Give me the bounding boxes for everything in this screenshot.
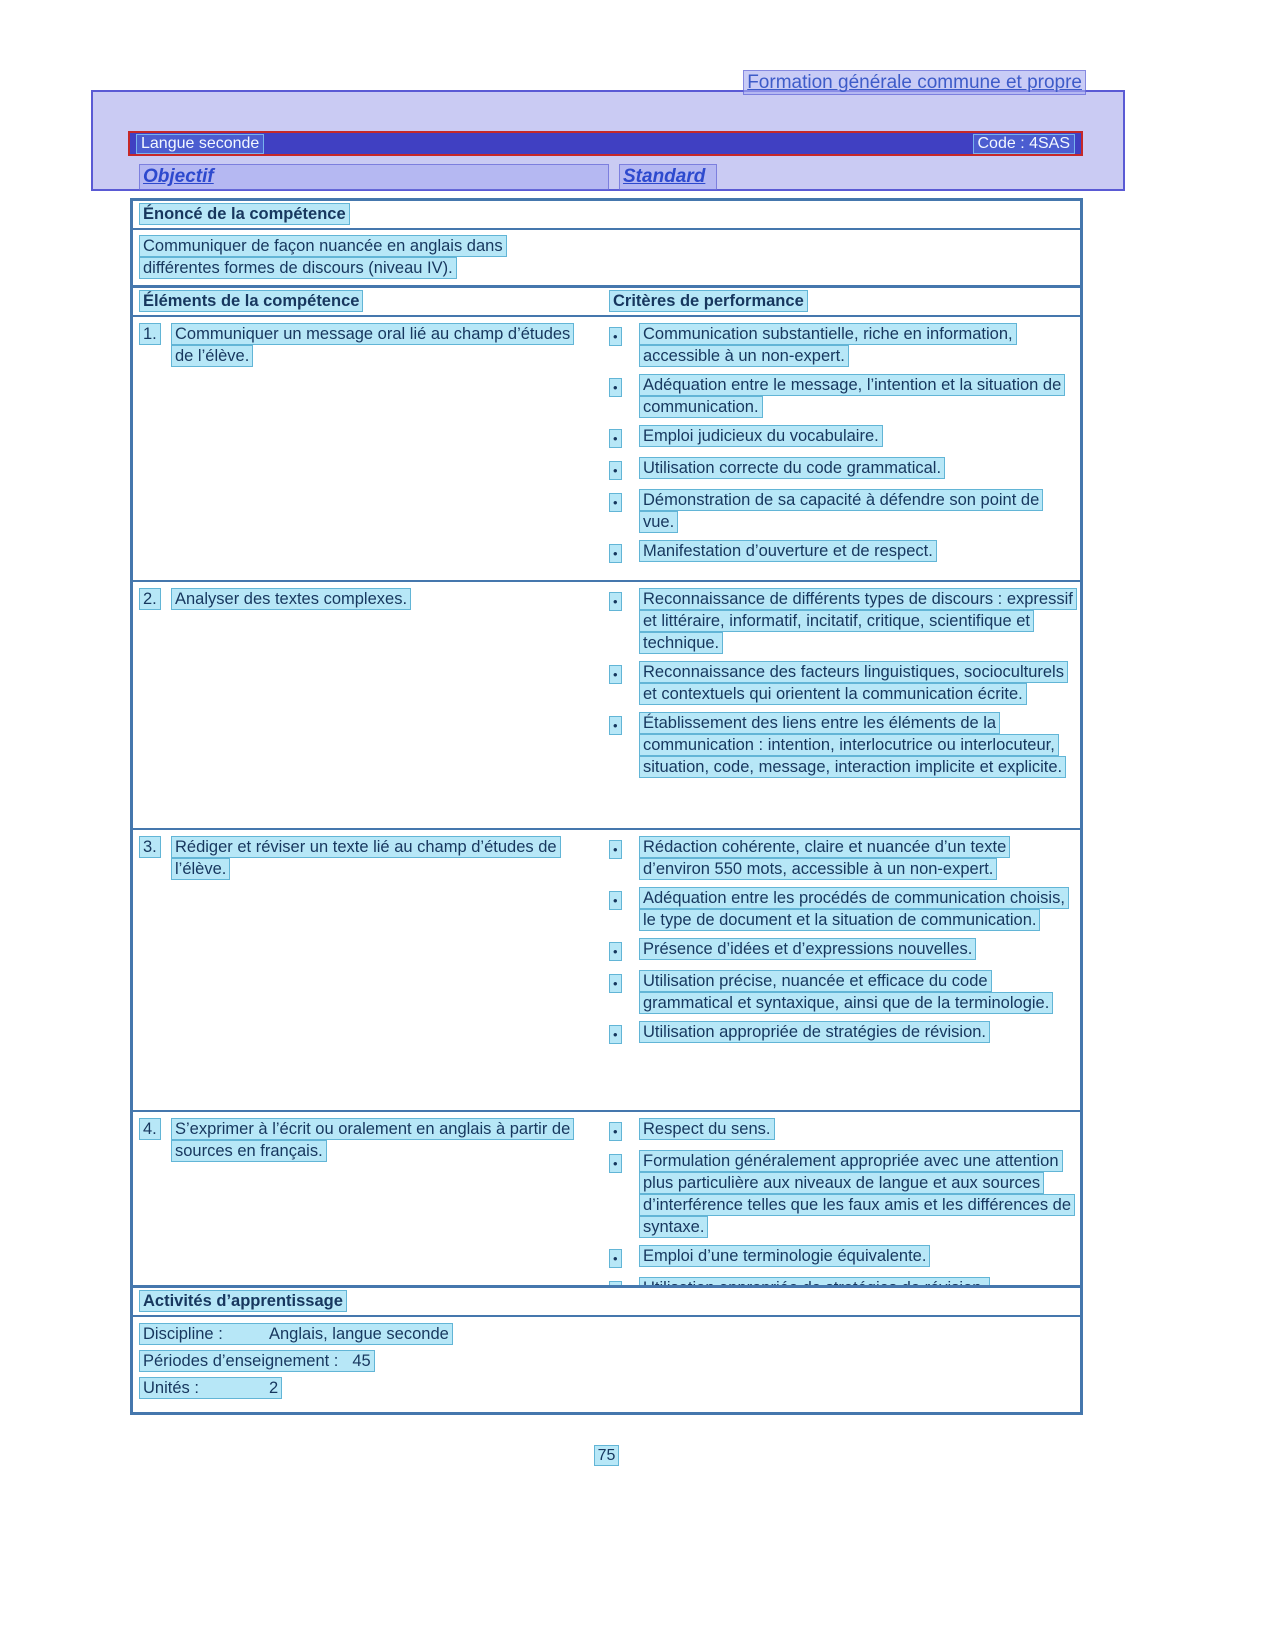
criterion-text: Reconnaissance de différents types de discours : expressif et littéraire, informatif, incitatif, critique, scientifique et technique. [640, 589, 1076, 653]
criterion-text: Reconnaissance des facteurs linguistiques, socioculturels et contextuels qui orientent la communication écrite. [640, 662, 1067, 704]
bullet-cell [610, 1118, 640, 1143]
criterion [610, 457, 1073, 482]
criterion-text-block [640, 1150, 1073, 1238]
bullet-cell [610, 938, 640, 963]
element-number: 4. [140, 1119, 160, 1139]
criterion [610, 712, 1073, 778]
criteres-header-cell [610, 290, 1073, 312]
objectif-heading [140, 165, 608, 189]
element-text: Communiquer un message oral lié au champ d’études de l’élève. [172, 324, 573, 366]
bullet-cell [610, 661, 640, 705]
criteria-cell [610, 588, 1073, 820]
criterion-text: Présence d’idées et d’expressions nouvelles. [640, 939, 975, 959]
element-number-cell [140, 836, 172, 880]
elements-header-cell [140, 290, 610, 312]
enonce-body [133, 230, 1080, 293]
criterion [610, 489, 1073, 533]
bullet-cell [610, 1021, 640, 1046]
criterion [610, 1150, 1073, 1238]
bullet-cell [610, 489, 640, 533]
element-cell [140, 836, 610, 1102]
element-text: Rédiger et réviser un texte lié au champ d’études de l’élève. [172, 837, 560, 879]
bullet-icon: • [610, 1250, 621, 1267]
bullet-icon: • [610, 494, 621, 511]
criteria-cell [610, 323, 1073, 572]
criterion-text-block [640, 938, 1073, 963]
running-header [744, 72, 1085, 94]
criterion [610, 836, 1073, 880]
bullet-cell [610, 836, 640, 880]
enonce-heading: Énoncé de la compétence [140, 204, 349, 224]
criteria-cell [610, 836, 1073, 1102]
bullet-cell [610, 970, 640, 1014]
element [140, 323, 596, 367]
bullet-cell [610, 374, 640, 418]
bullet-icon: • [610, 430, 621, 447]
activity-value: 45 [352, 1352, 371, 1370]
criterion-text-block [640, 540, 1073, 565]
element-number-cell [140, 323, 172, 367]
criterion-text: Utilisation correcte du code grammatical. [640, 458, 944, 478]
element [140, 1118, 596, 1162]
course-header-panel [91, 90, 1125, 191]
element-number: 3. [140, 837, 160, 857]
activity-value: Anglais, langue seconde [269, 1325, 449, 1343]
competence-row-2 [133, 582, 1080, 830]
element-text: Analyser des textes complexes. [172, 589, 410, 609]
standard-heading [620, 165, 716, 189]
criteres-header: Critères de performance [610, 291, 807, 311]
activites-table [130, 1285, 1083, 1415]
bullet-icon: • [610, 1155, 621, 1172]
bullet-icon: • [610, 666, 621, 683]
element-cell [140, 323, 610, 572]
activites-body [133, 1317, 1080, 1412]
activity-value: 2 [269, 1379, 279, 1397]
criterion-text: Démonstration de sa capacité à défendre son point de vue. [640, 490, 1042, 532]
element-text: S’exprimer à l’écrit ou oralement en anglais à partir de sources en français. [172, 1119, 573, 1161]
criterion-text: Adéquation entre les procédés de communication choisis, le type de document et la situation de communication. [640, 888, 1068, 930]
criterion-text-block [640, 1021, 1073, 1046]
bullet-cell [610, 712, 640, 778]
criterion-text: Emploi judicieux du vocabulaire. [640, 426, 882, 446]
criterion [610, 323, 1073, 367]
bullet-icon: • [610, 841, 621, 858]
activity-line-unites [140, 1377, 1073, 1399]
course-banner [128, 131, 1083, 156]
bullet-icon: • [610, 1026, 621, 1043]
competences-header-row [133, 288, 1080, 317]
criterion [610, 1021, 1073, 1046]
criterion-text-block [640, 457, 1073, 482]
bullet-cell [610, 1245, 640, 1270]
course-code: Code : 4SAS [974, 135, 1075, 153]
criterion [610, 887, 1073, 931]
criterion-text-block [640, 887, 1073, 931]
objectif-standard-row [140, 165, 1100, 189]
bullet-cell [610, 323, 640, 367]
standard-heading-text: Standard [623, 166, 706, 187]
activity-label: Discipline : [143, 1325, 223, 1343]
activites-heading: Activités d’apprentissage [140, 1291, 346, 1311]
criterion-text: Formulation généralement appropriée avec une attention plus particulière aux niveaux de langue et aux sources d’interférence telles que les faux amis et les différences de syntaxe. [640, 1151, 1074, 1237]
activity-line-text [140, 1324, 452, 1344]
criterion [610, 374, 1073, 418]
element-cell [140, 588, 610, 820]
criterion-text: Emploi d’une terminologie équivalente. [640, 1246, 929, 1266]
bullet-icon: • [610, 462, 621, 479]
course-title: Langue seconde [137, 135, 263, 153]
criteria-cell [610, 1118, 1073, 1309]
criterion-text-block [640, 588, 1073, 654]
criterion-text: Manifestation d’ouverture et de respect. [640, 541, 936, 561]
element-cell [140, 1118, 610, 1309]
bullet-cell [610, 887, 640, 931]
criterion-text: Utilisation appropriée de stratégies de révision. [640, 1022, 989, 1042]
element-number-cell [140, 1118, 172, 1162]
activity-line-text [140, 1351, 374, 1371]
criterion-text-block [640, 836, 1073, 880]
criterion-text-block [640, 712, 1073, 778]
criterion [610, 1245, 1073, 1270]
criterion [610, 938, 1073, 963]
criterion-text-block [640, 661, 1073, 705]
bullet-icon: • [610, 943, 621, 960]
enonce-text: Communiquer de façon nuancée en anglais dans différentes formes de discours (niveau IV). [140, 236, 506, 278]
criterion-text: Utilisation précise, nuancée et efficace du code grammatical et syntaxique, ainsi que de la terminologie. [640, 971, 1052, 1013]
element-number: 2. [140, 589, 160, 609]
bullet-icon: • [610, 545, 621, 562]
element-text-block [172, 836, 572, 880]
element-text-block [172, 323, 572, 367]
element [140, 836, 596, 880]
enonce-text-block [140, 235, 580, 279]
activity-line-text [140, 1378, 281, 1398]
criterion [610, 588, 1073, 654]
enonce-heading-row [133, 201, 1080, 230]
competences-table [130, 285, 1083, 1320]
activity-line-periodes [140, 1350, 1073, 1372]
bullet-icon: • [610, 328, 621, 345]
criterion-text-block [640, 323, 1073, 367]
activity-label: Unités : [143, 1379, 199, 1397]
bullet-cell [610, 425, 640, 450]
bullet-icon: • [610, 717, 621, 734]
criterion [610, 661, 1073, 705]
activites-heading-row [133, 1288, 1080, 1317]
element-number: 1. [140, 324, 160, 344]
bullet-icon: • [610, 975, 621, 992]
running-header-text: Formation générale commune et propre [744, 71, 1085, 94]
criterion-text-block [640, 374, 1073, 418]
element-number-cell [140, 588, 172, 610]
enonce-table [130, 198, 1083, 296]
criterion-text-block [640, 970, 1073, 1014]
bullet-icon: • [610, 892, 621, 909]
elements-header: Éléments de la compétence [140, 291, 362, 311]
competence-row-3 [133, 830, 1080, 1112]
bullet-cell [610, 588, 640, 654]
competence-row-1 [133, 317, 1080, 582]
bullet-icon: • [610, 593, 621, 610]
element-text-block [172, 1118, 572, 1162]
activity-label: Périodes d’enseignement : [143, 1352, 339, 1370]
page-number: 75 [595, 1446, 619, 1465]
criterion [610, 425, 1073, 450]
bullet-icon: • [610, 379, 621, 396]
bullet-cell [610, 457, 640, 482]
bullet-cell [610, 1150, 640, 1238]
criterion-text-block [640, 1118, 1073, 1143]
page-number-row [130, 1447, 1083, 1465]
criterion [610, 970, 1073, 1014]
criterion-text-block [640, 425, 1073, 450]
criterion-text: Rédaction cohérente, claire et nuancée d’un texte d’environ 550 mots, accessible à un non-expert. [640, 837, 1009, 879]
bullet-icon: • [610, 1123, 621, 1140]
objectif-heading-text: Objectif [143, 166, 214, 187]
criterion-text: Établissement des liens entre les éléments de la communication : intention, interlocutrice ou interlocuteur, situation, code, message, interaction implicite et explicite. [640, 713, 1065, 777]
element-text-block [172, 588, 572, 610]
bullet-cell [610, 540, 640, 565]
criterion-text: Communication substantielle, riche en information, accessible à un non-expert. [640, 324, 1016, 366]
criterion [610, 1118, 1073, 1143]
criterion [610, 540, 1073, 565]
criterion-text-block [640, 1245, 1073, 1270]
criterion-text: Respect du sens. [640, 1119, 774, 1139]
criterion-text-block [640, 489, 1073, 533]
activity-line-discipline [140, 1323, 1073, 1345]
criterion-text: Adéquation entre le message, l’intention et la situation de communication. [640, 375, 1064, 417]
element [140, 588, 596, 610]
